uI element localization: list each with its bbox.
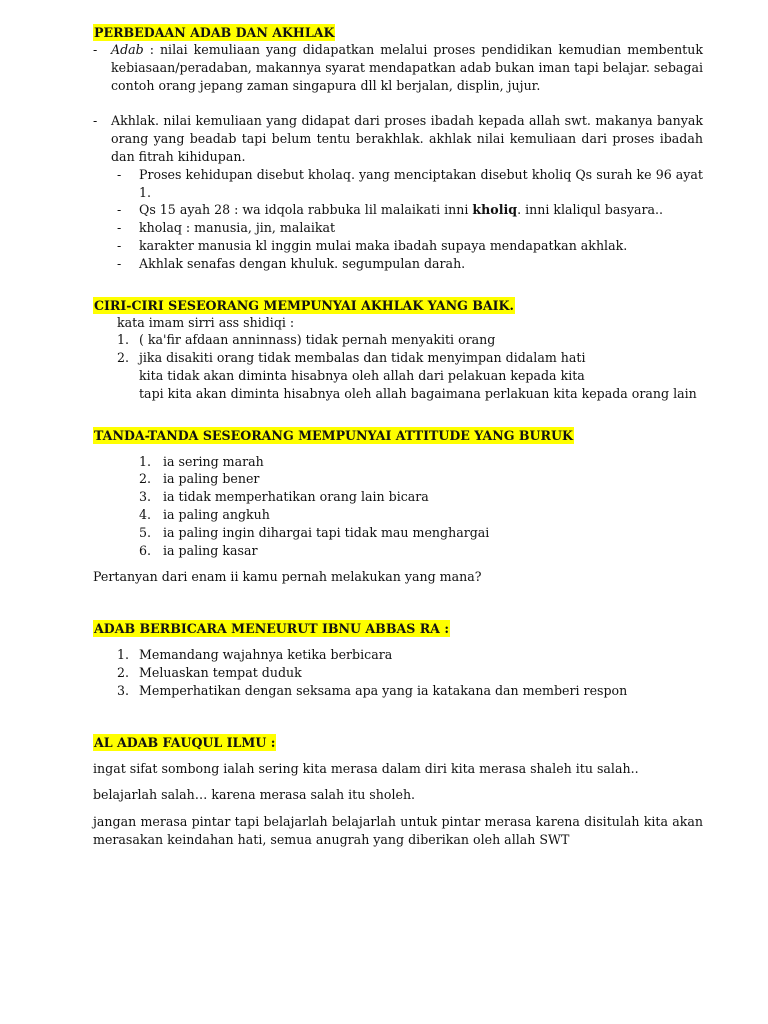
akhlak-definition: Akhlak. nilai kemuliaan yang didapat dari proses ibadah kepada allah swt. makanya banyak orang yang beadab tapi belum tentu berakhlak. akhlak nilai kemuliaan dari proses ibadah dan fitrah kihidupan. [111, 113, 703, 164]
section-heading: ADAB BERBICARA MENEURUT IBNU ABBAS RA : [94, 621, 449, 637]
sub-item-text: karakter manusia kl inggin mulai maka ibadah supaya mendapatkan akhlak. [139, 237, 628, 253]
section-ciri-akhlak-baik [93, 297, 703, 403]
numbered-item [93, 506, 703, 524]
item-text: jika disakiti orang tidak membalas dan tidak menyimpan didalam hati [139, 350, 586, 366]
number-marker: 4. [139, 506, 152, 522]
dash-marker: - [117, 220, 122, 236]
dash-marker: - [117, 237, 122, 253]
number-marker: 1. [117, 647, 130, 663]
item-text: Memperhatikan dengan seksama apa yang ia katakana dan memberi respon [139, 682, 628, 698]
bold-term: kholiq [472, 202, 518, 218]
item-text: tapi kita akan diminta hisabnya oleh allah bagaimana perlakuan kita kepada orang lain [139, 385, 697, 401]
sub-item-text: Akhlak senafas dengan khuluk. segumpulan darah. [139, 255, 466, 271]
item-text: ia paling kasar [163, 542, 258, 558]
numbered-item [93, 646, 703, 664]
number-marker: 1. [139, 453, 152, 469]
numbered-item [93, 664, 703, 682]
numbered-item [93, 331, 703, 349]
section-adab-fauqul-ilmu [93, 734, 703, 849]
dash-marker: - [117, 202, 122, 218]
number-marker: 6. [139, 542, 152, 558]
sub-item-text: Proses kehidupan disebut kholaq. yang menciptakan disebut kholiq Qs surah ke 96 ayat 1. [139, 166, 703, 200]
sub-item [93, 201, 703, 219]
item-text: ia paling angkuh [163, 506, 270, 522]
numbered-item [93, 488, 703, 506]
question-text: Pertanyan dari enam ii kamu pernah melakukan yang mana? [93, 569, 482, 585]
item-text: ia sering marah [163, 453, 264, 469]
section-adab-akhlak [93, 24, 703, 273]
section-tanda-attitude-buruk [93, 427, 703, 587]
number-marker: 3. [117, 682, 130, 698]
sub-item-text: Qs 15 ayah 28 : wa idqola rabbuka lil malaikati inni [139, 202, 473, 218]
numbered-item [93, 542, 703, 560]
section-heading: AL ADAB FAUQUL ILMU : [94, 734, 276, 750]
numbered-item [93, 524, 703, 542]
section-heading: CIRI-CIRI SESEORANG MEMPUNYAI AKHLAK YANG BAIK. [94, 297, 514, 313]
sub-item [93, 166, 703, 202]
item-text: kita tidak akan diminta hisabnya oleh allah dari pelakuan kepada kita [139, 367, 585, 383]
numbered-item [93, 682, 703, 700]
dash-marker: - [93, 113, 98, 129]
number-marker: 2. [117, 664, 130, 680]
item-text: ( ka'fir afdaan anninnass) tidak pernah menyakiti orang [139, 332, 496, 348]
section-heading: TANDA-TANDA SESEORANG MEMPUNYAI ATTITUDE YANG BURUK [94, 427, 573, 443]
dash-marker: - [93, 42, 98, 57]
adab-definition: : nilai kemuliaan yang didapatkan melalui proses pendidikan kemudian membentuk kebiasaan/peradaban, makannya syarat mendapatkan adab bukan iman tapi belajar. sebagai contoh orang jepang zaman singapura dll kl berjalan, displin, jujur. [111, 42, 703, 93]
item-text: ia paling ingin dihargai tapi tidak mau menghargai [163, 524, 490, 540]
item-text: ia tidak memperhatikan orang lain bicara [163, 489, 429, 505]
number-marker: 5. [139, 524, 152, 540]
sub-item [93, 237, 703, 255]
numbered-item [93, 349, 703, 402]
sub-item [93, 219, 703, 237]
sub-item [93, 255, 703, 273]
intro-text: kata imam sirri ass shidiqi : [117, 314, 295, 330]
item-text: Memandang wajahnya ketika berbicara [139, 647, 393, 663]
number-marker: 2. [139, 471, 152, 487]
number-marker: 2. [117, 350, 130, 366]
list-item-adab [93, 41, 703, 94]
sub-item-text: kholaq : manusia, jin, malaikat [139, 220, 336, 236]
numbered-item [93, 453, 703, 471]
paragraph: jangan merasa pintar tapi belajarlah belajarlah untuk pintar merasa karena disitulah kita akan merasakan keindahan hati, semua anugrah yang diberikan oleh allah SWT [93, 814, 703, 847]
item-text: Meluaskan tempat duduk [139, 664, 302, 680]
numbered-item [93, 470, 703, 488]
term-adab: Adab [111, 42, 144, 57]
dash-marker: - [117, 255, 122, 271]
section-heading: PERBEDAAN ADAB DAN AKHLAK [94, 25, 335, 40]
item-text: ia paling bener [163, 471, 260, 487]
number-marker: 1. [117, 332, 130, 348]
list-item-akhlak [93, 112, 703, 165]
document-page [93, 24, 703, 849]
dash-marker: - [117, 166, 122, 182]
section-adab-berbicara [93, 620, 703, 699]
sub-item-text: . inni klaliqul basyara.. [517, 202, 663, 218]
paragraph: ingat sifat sombong ialah sering kita merasa dalam diri kita merasa shaleh itu salah.. [93, 760, 639, 776]
number-marker: 3. [139, 489, 152, 505]
paragraph: belajarlah salah… karena merasa salah itu sholeh. [93, 787, 416, 803]
